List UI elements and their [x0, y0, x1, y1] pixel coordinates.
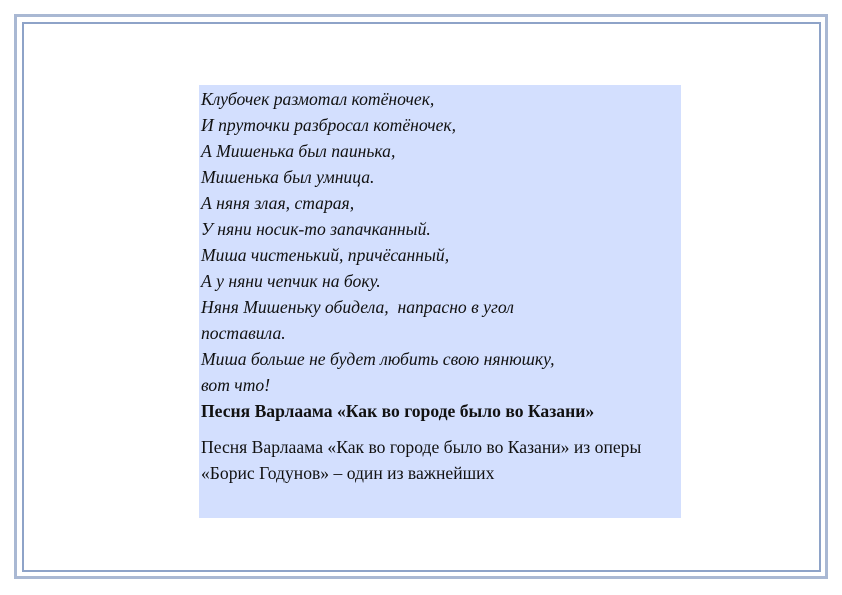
poem-line: вот что! — [201, 375, 271, 395]
body-paragraph: Песня Варлаама «Как во городе было во Казани» из оперы «Борис Годунов» – один из важнейших — [201, 437, 642, 483]
poem-line: А няня злая, старая, — [201, 193, 355, 213]
poem-line: Няня Мишеньку обидела, напрасно в угол — [201, 297, 514, 317]
poem-line: Мишенька был умница. — [201, 167, 375, 187]
poem-line: Клубочек размотал котёночек, — [201, 89, 435, 109]
poem-line: Миша больше не будет любить свою нянюшку, — [201, 349, 555, 369]
poem-line: А Мишенька был паинька, — [201, 141, 396, 161]
poem-line: Миша чистенький, причёсанный, — [201, 245, 450, 265]
poem — [201, 86, 679, 398]
poem-line: У няни носик-то запачканный. — [201, 219, 431, 239]
text-box — [199, 85, 681, 518]
poem-line: И пруточки разбросал котёночек, — [201, 115, 457, 135]
poem-line: А у няни чепчик на боку. — [201, 271, 381, 291]
poem-line: поставила. — [201, 323, 286, 343]
section-heading: Песня Варлаама «Как во городе было во Казани» — [201, 401, 595, 421]
